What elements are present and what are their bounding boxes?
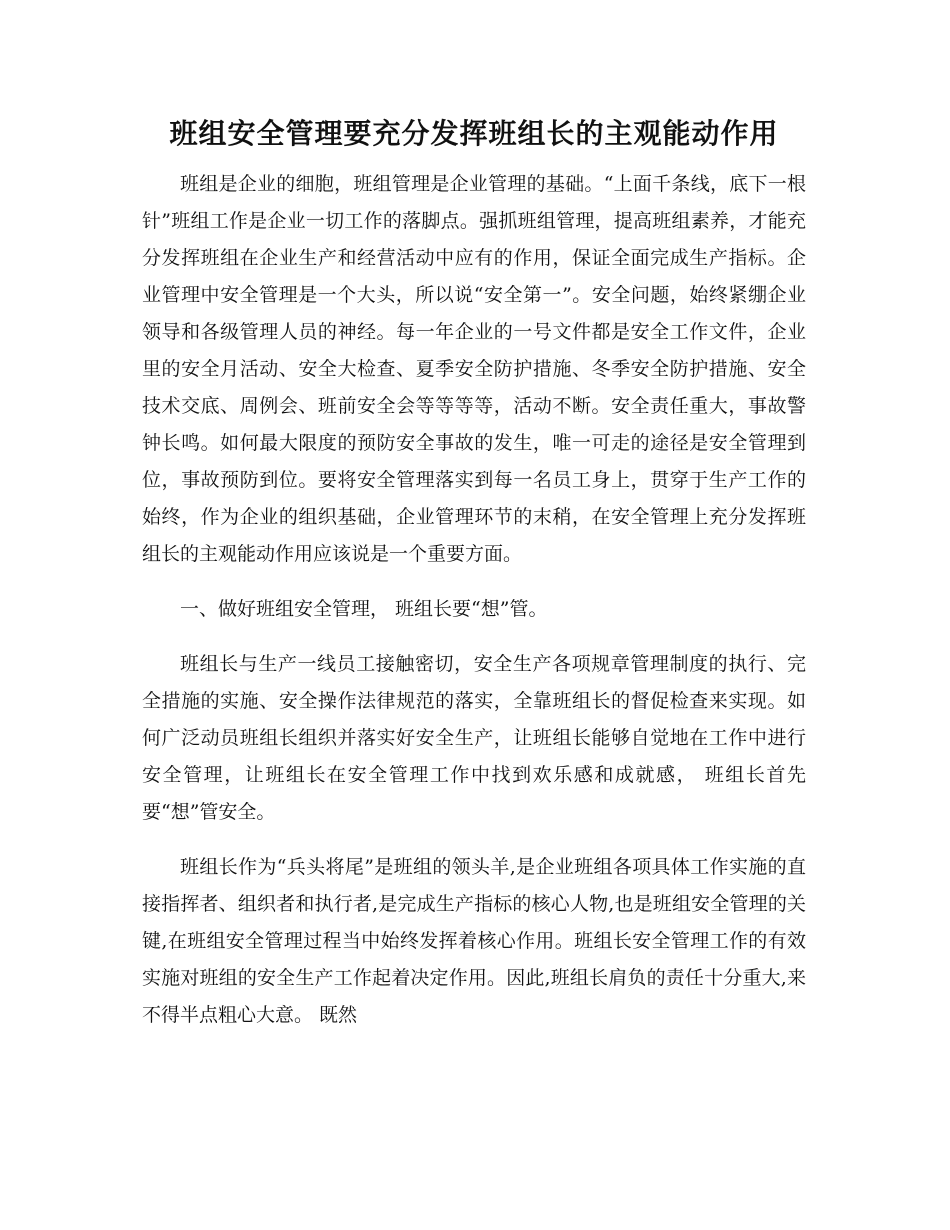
section-heading-1: 一、做好班组安全管理， 班组长要“想”管。: [180, 598, 548, 620]
paragraph-section-1-b: 班组长作为“兵头将尾”是班组的领头羊,是企业班组各项具体工作实施的直接指挥者、组织者和执行者,是完成生产指标的核心人物,也是班组安全管理的关键,在班组安全管理过程当中始终发挥着核心作用。班组长安全管理工作的有效实施对班组的安全生产工作起着决定作用。因此,班组长肩负的责任十分重大,来不得半点粗心大意。 既然: [142, 856, 806, 1026]
document-page: [142, 112, 806, 1034]
document-title: 班组安全管理要充分发挥班组长的主观能动作用: [169, 117, 779, 150]
paragraph-section-1-a: 班组长与生产一线员工接触密切，安全生产各项规章管理制度的执行、完全措施的实施、安全操作法律规范的落实，全靠班组长的督促检查来实现。如何广泛动员班组长组织并落实好安全生产，让班组长能够自觉地在工作中进行安全管理，让班组长在安全管理工作中找到欢乐感和成就感， 班组长首先要“想”管安全。: [142, 653, 806, 823]
paragraph-intro: 班组是企业的细胞，班组管理是企业管理的基础。“上面千条线，底下一根针”班组工作是企业一切工作的落脚点。强抓班组管理，提高班组素养，才能充分发挥班组在企业生产和经营活动中应有的作用，保证全面完成生产指标。企业管理中安全管理是一个大头，所以说“安全第一”。安全问题，始终紧绷企业领导和各级管理人员的神经。每一年企业的一号文件都是安全工作文件，企业里的安全月活动、安全大检查、夏季安全防护措施、冬季安全防护措施、安全技术交底、周例会、班前安全会等等等等，活动不断。安全责任重大，事故警钟长鸣。如何最大限度的预防安全事故的发生，唯一可走的途径是安全管理到位，事故预防到位。要将安全管理落实到每一名员工身上，贯穿于生产工作的始终，作为企业的组织基础，企业管理环节的末稍，在安全管理上充分发挥班组长的主观能动作用应该说是一个重要方面。: [142, 173, 806, 565]
